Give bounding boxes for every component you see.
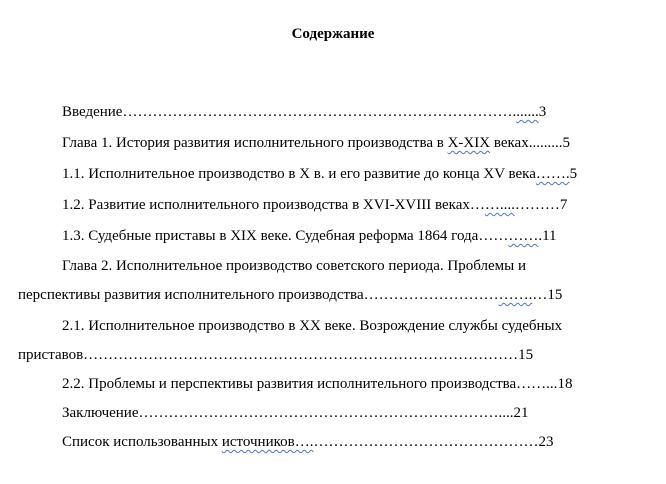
spellcheck-mark: …… (508, 228, 539, 244)
toc-entry-text: перспективы развития исполнительного производства……………………… (18, 287, 499, 303)
toc-entry-introduction[interactable] (62, 102, 546, 122)
toc-entry-text: Введение (62, 104, 123, 120)
toc-entry-text: веках (490, 135, 529, 151)
toc-entry-text: 2.2. Проблемы и перспективы развития исполнительного производства……... (62, 376, 558, 392)
toc-entry-text: Глава 2. Исполнительное производство советского периода. Проблемы и (62, 258, 527, 274)
toc-entry-section-2-2[interactable] (62, 374, 572, 394)
toc-entry-text: 1.3. Судебные приставы в XIX веке. Судебная реформа 1864 года…… (62, 228, 509, 244)
toc-entry-section-1-3[interactable] (62, 226, 557, 246)
spellcheck-mark: ...... (516, 104, 539, 120)
toc-entry-dots: ……………………………………………………………………. (122, 104, 517, 120)
toc-entry-page: 3 (538, 104, 547, 120)
toc-entry-text: Список использованных (62, 434, 222, 450)
spellcheck-mark: X-XIX (447, 135, 491, 151)
toc-entry-page: 11 (542, 228, 557, 244)
toc-entry-conclusion[interactable] (62, 403, 529, 423)
toc-entry-dots: ……… (514, 197, 560, 213)
toc-entry-chapter-1[interactable] (62, 133, 570, 153)
toc-entry-dots: . (509, 405, 514, 421)
toc-entry-page: 18 (557, 376, 573, 392)
toc-entry-text: приставов…………………………………………………………………………… (18, 347, 519, 363)
toc-entry-section-1-1[interactable] (62, 164, 577, 184)
toc-entry-sources[interactable] (62, 432, 553, 452)
toc-entry-section-2-1-line-1[interactable] (62, 316, 562, 336)
toc-entry-page: 21 (513, 405, 529, 421)
spellcheck-mark: ……. (498, 287, 533, 303)
toc-entry-dots: … (532, 287, 548, 303)
toc-entry-dots: . (538, 228, 543, 244)
spellcheck-mark: ……. (535, 166, 570, 182)
spellcheck-mark: ….... (484, 197, 515, 213)
toc-entry-text: Заключение………………………………………………………………... (62, 405, 510, 421)
toc-entry-page: 15 (547, 287, 563, 303)
toc-entry-dots: ......... (528, 135, 563, 151)
toc-entry-page: 5 (569, 166, 578, 182)
spellcheck-mark: источников…. (221, 434, 314, 450)
toc-entry-page: 15 (518, 347, 534, 363)
toc-entry-page: 5 (562, 135, 570, 151)
toc-entry-section-1-2[interactable] (62, 195, 567, 215)
toc-entry-chapter-2-line-2[interactable] (18, 285, 562, 305)
toc-entry-text: 1.2. Развитие исполнительного производства в XVI-XVIII веках… (62, 197, 485, 213)
toc-entry-chapter-2-line-1[interactable] (62, 256, 650, 276)
toc-entry-text: 1.1. Исполнительное производство в X в. и его развитие до конца XV века (62, 166, 536, 182)
toc-entry-dots: ……………………………………… (313, 434, 539, 450)
toc-entry-text: Глава 1. История развития исполнительного производства в (62, 135, 448, 151)
toc-entry-page: 7 (559, 197, 568, 213)
toc-title: Содержание (291, 26, 375, 42)
toc-entry-section-2-1-line-2[interactable] (18, 345, 533, 365)
toc-entry-text: 2.1. Исполнительное производство в XX веке. Возрождение службы судебных (62, 318, 563, 334)
toc-entry-page: 23 (538, 434, 554, 450)
